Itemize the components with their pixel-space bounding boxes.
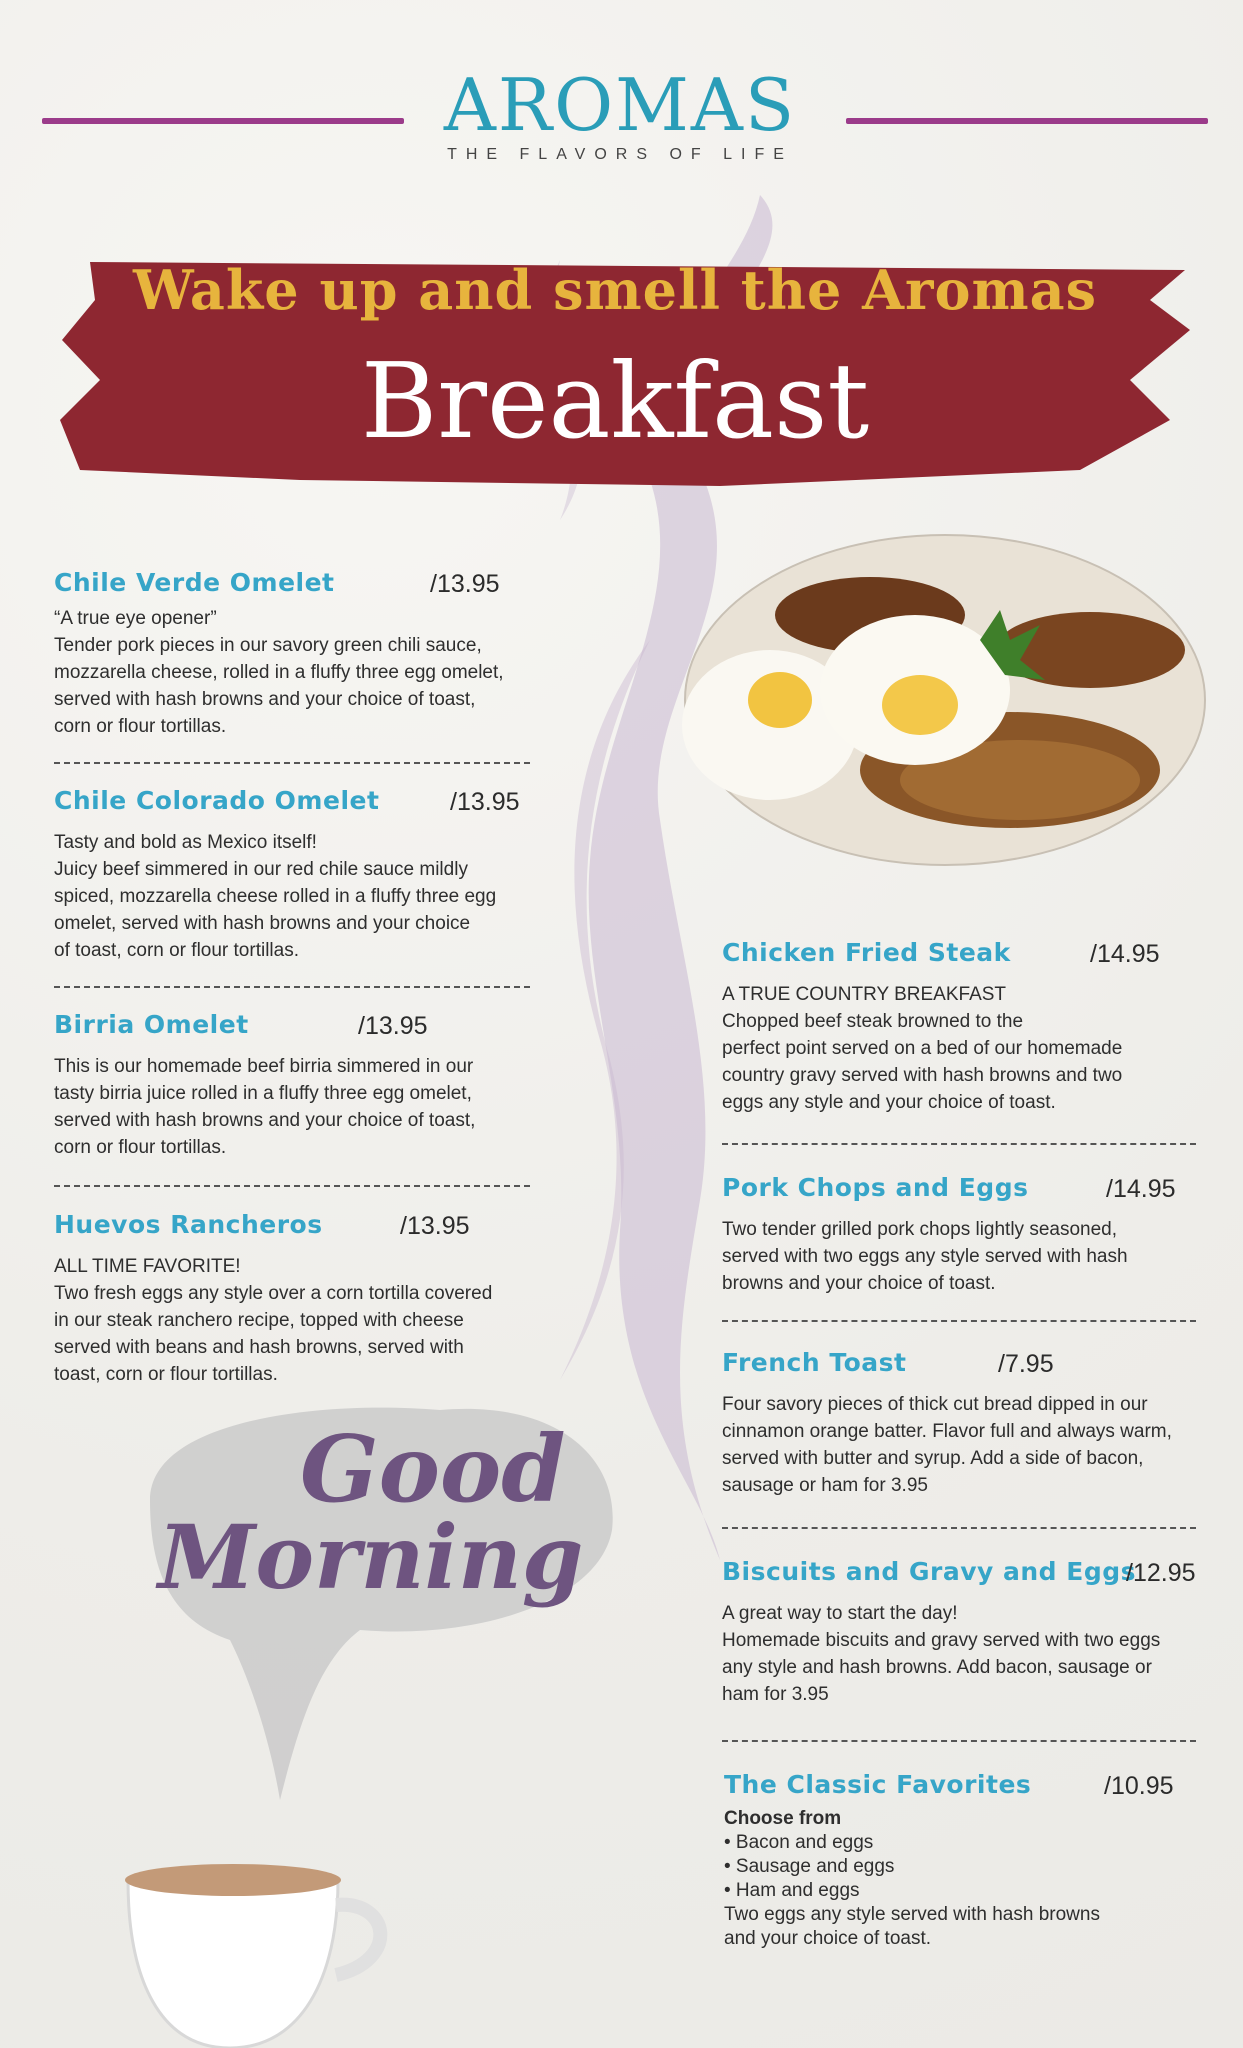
divider [722, 1740, 1196, 1742]
brand-logo [430, 60, 810, 190]
menu-item-french-toast [722, 1348, 1222, 1499]
menu-item-name: Chicken Fried Steak [722, 938, 1011, 967]
menu-item-price: /10.95 [1104, 1772, 1174, 1800]
menu-item-chile-colorado-omelet [54, 786, 574, 964]
menu-item-description: Two tender grilled pork chops lightly seasoned, served with two eggs any style served with hash browns and your choice of toast. [722, 1219, 1128, 1294]
menu-item-biscuits-and-gravy-and-eggs [722, 1557, 1222, 1708]
menu-item-price: /13.95 [400, 1212, 470, 1240]
menu-item-huevos-rancheros [54, 1210, 574, 1388]
menu-item-name: The Classic Favorites [724, 1770, 1032, 1799]
menu-item-description: Four savory pieces of thick cut bread dipped in our cinnamon orange batter. Flavor full and always warm, served with butter and syrup. Add a side of bacon, sausage or ham for 3.95 [722, 1394, 1172, 1496]
menu-item-description: A great way to start the day! Homemade biscuits and gravy served with two eggs any style and hash browns. Add bacon, sausage or ham for 3.95 [722, 1603, 1161, 1705]
menu-item-price: /13.95 [430, 570, 500, 598]
menu-item-description: A TRUE COUNTRY BREAKFAST Chopped beef steak browned to the perfect point served on a bed of our homemade country gravy served with hash browns and two eggs any style and your choice of toast. [722, 984, 1123, 1113]
menu-item-chicken-fried-steak [722, 938, 1202, 1116]
header-rule-right [846, 118, 1208, 124]
menu-item-description: • Bacon and eggs • Sausage and eggs • Ham and eggs Two eggs any style served with hash browns and your choice of toast. [724, 1832, 1100, 1949]
menu-item-price: /14.95 [1090, 940, 1160, 968]
menu-item-name: French Toast [722, 1348, 907, 1377]
menu-item-price: /14.95 [1106, 1175, 1176, 1203]
divider [54, 1185, 530, 1187]
menu-item-name: Biscuits and Gravy and Eggs [722, 1557, 1137, 1586]
divider [722, 1143, 1196, 1145]
menu-item-choose-label: Choose from [724, 1808, 842, 1829]
good-morning-line2: Morning [158, 1505, 584, 1609]
menu-item-chile-verde-omelet [54, 568, 574, 740]
page-title: Breakfast [360, 340, 870, 462]
divider [54, 986, 530, 988]
banner-tagline: Wake up and smell the Aromas [132, 258, 1098, 322]
menu-item-description: Tasty and bold as Mexico itself! Juicy beef simmered in our red chile sauce mildly spiced, mozzarella cheese rolled in a fluffy three egg omelet, served with hash browns and your choice of toast, corn or flour tortillas. [54, 832, 497, 961]
menu-item-name: Chile Verde Omelet [54, 568, 335, 597]
divider [722, 1320, 1196, 1322]
menu-item-birria-omelet [54, 1010, 574, 1161]
food-photo [682, 535, 1205, 865]
menu-item-name: Chile Colorado Omelet [54, 786, 380, 815]
menu-item-name: Huevos Rancheros [54, 1210, 323, 1239]
divider [722, 1527, 1196, 1529]
menu-item-the-classic-favorites [724, 1770, 1204, 1951]
good-morning-line1: Good [300, 1415, 566, 1523]
menu-item-pork-chops-and-eggs [722, 1173, 1202, 1297]
menu-item-price: /13.95 [450, 788, 520, 816]
menu-item-price: /7.95 [998, 1350, 1054, 1378]
coffee-cup [125, 1864, 380, 2048]
brand-logo-text: AROMAS [443, 63, 797, 147]
header-rule-left [42, 118, 404, 124]
menu-item-description: ALL TIME FAVORITE! Two fresh eggs any style over a corn tortilla covered in our steak ranchero recipe, topped with cheese served with beans and hash browns, served with toast, corn or flour tortillas. [54, 1256, 493, 1385]
menu-item-description: This is our homemade beef birria simmered in our tasty birria juice rolled in a fluffy three egg omelet, served with hash browns and your choice of toast, corn or flour tortillas. [54, 1056, 476, 1158]
divider [54, 762, 530, 764]
menu-item-price: /12.95 [1126, 1559, 1196, 1587]
menu-item-description: “A true eye opener” Tender pork pieces in our savory green chili sauce, mozzarella cheese, rolled in a fluffy three egg omelet, served with hash browns and your choice of toast, corn or flour tortillas. [54, 608, 504, 737]
menu-item-name: Birria Omelet [54, 1010, 249, 1039]
brand-tagline: THE FLAVORS OF LIFE [447, 146, 793, 163]
menu-item-price: /13.95 [358, 1012, 428, 1040]
menu-item-name: Pork Chops and Eggs [722, 1173, 1029, 1202]
